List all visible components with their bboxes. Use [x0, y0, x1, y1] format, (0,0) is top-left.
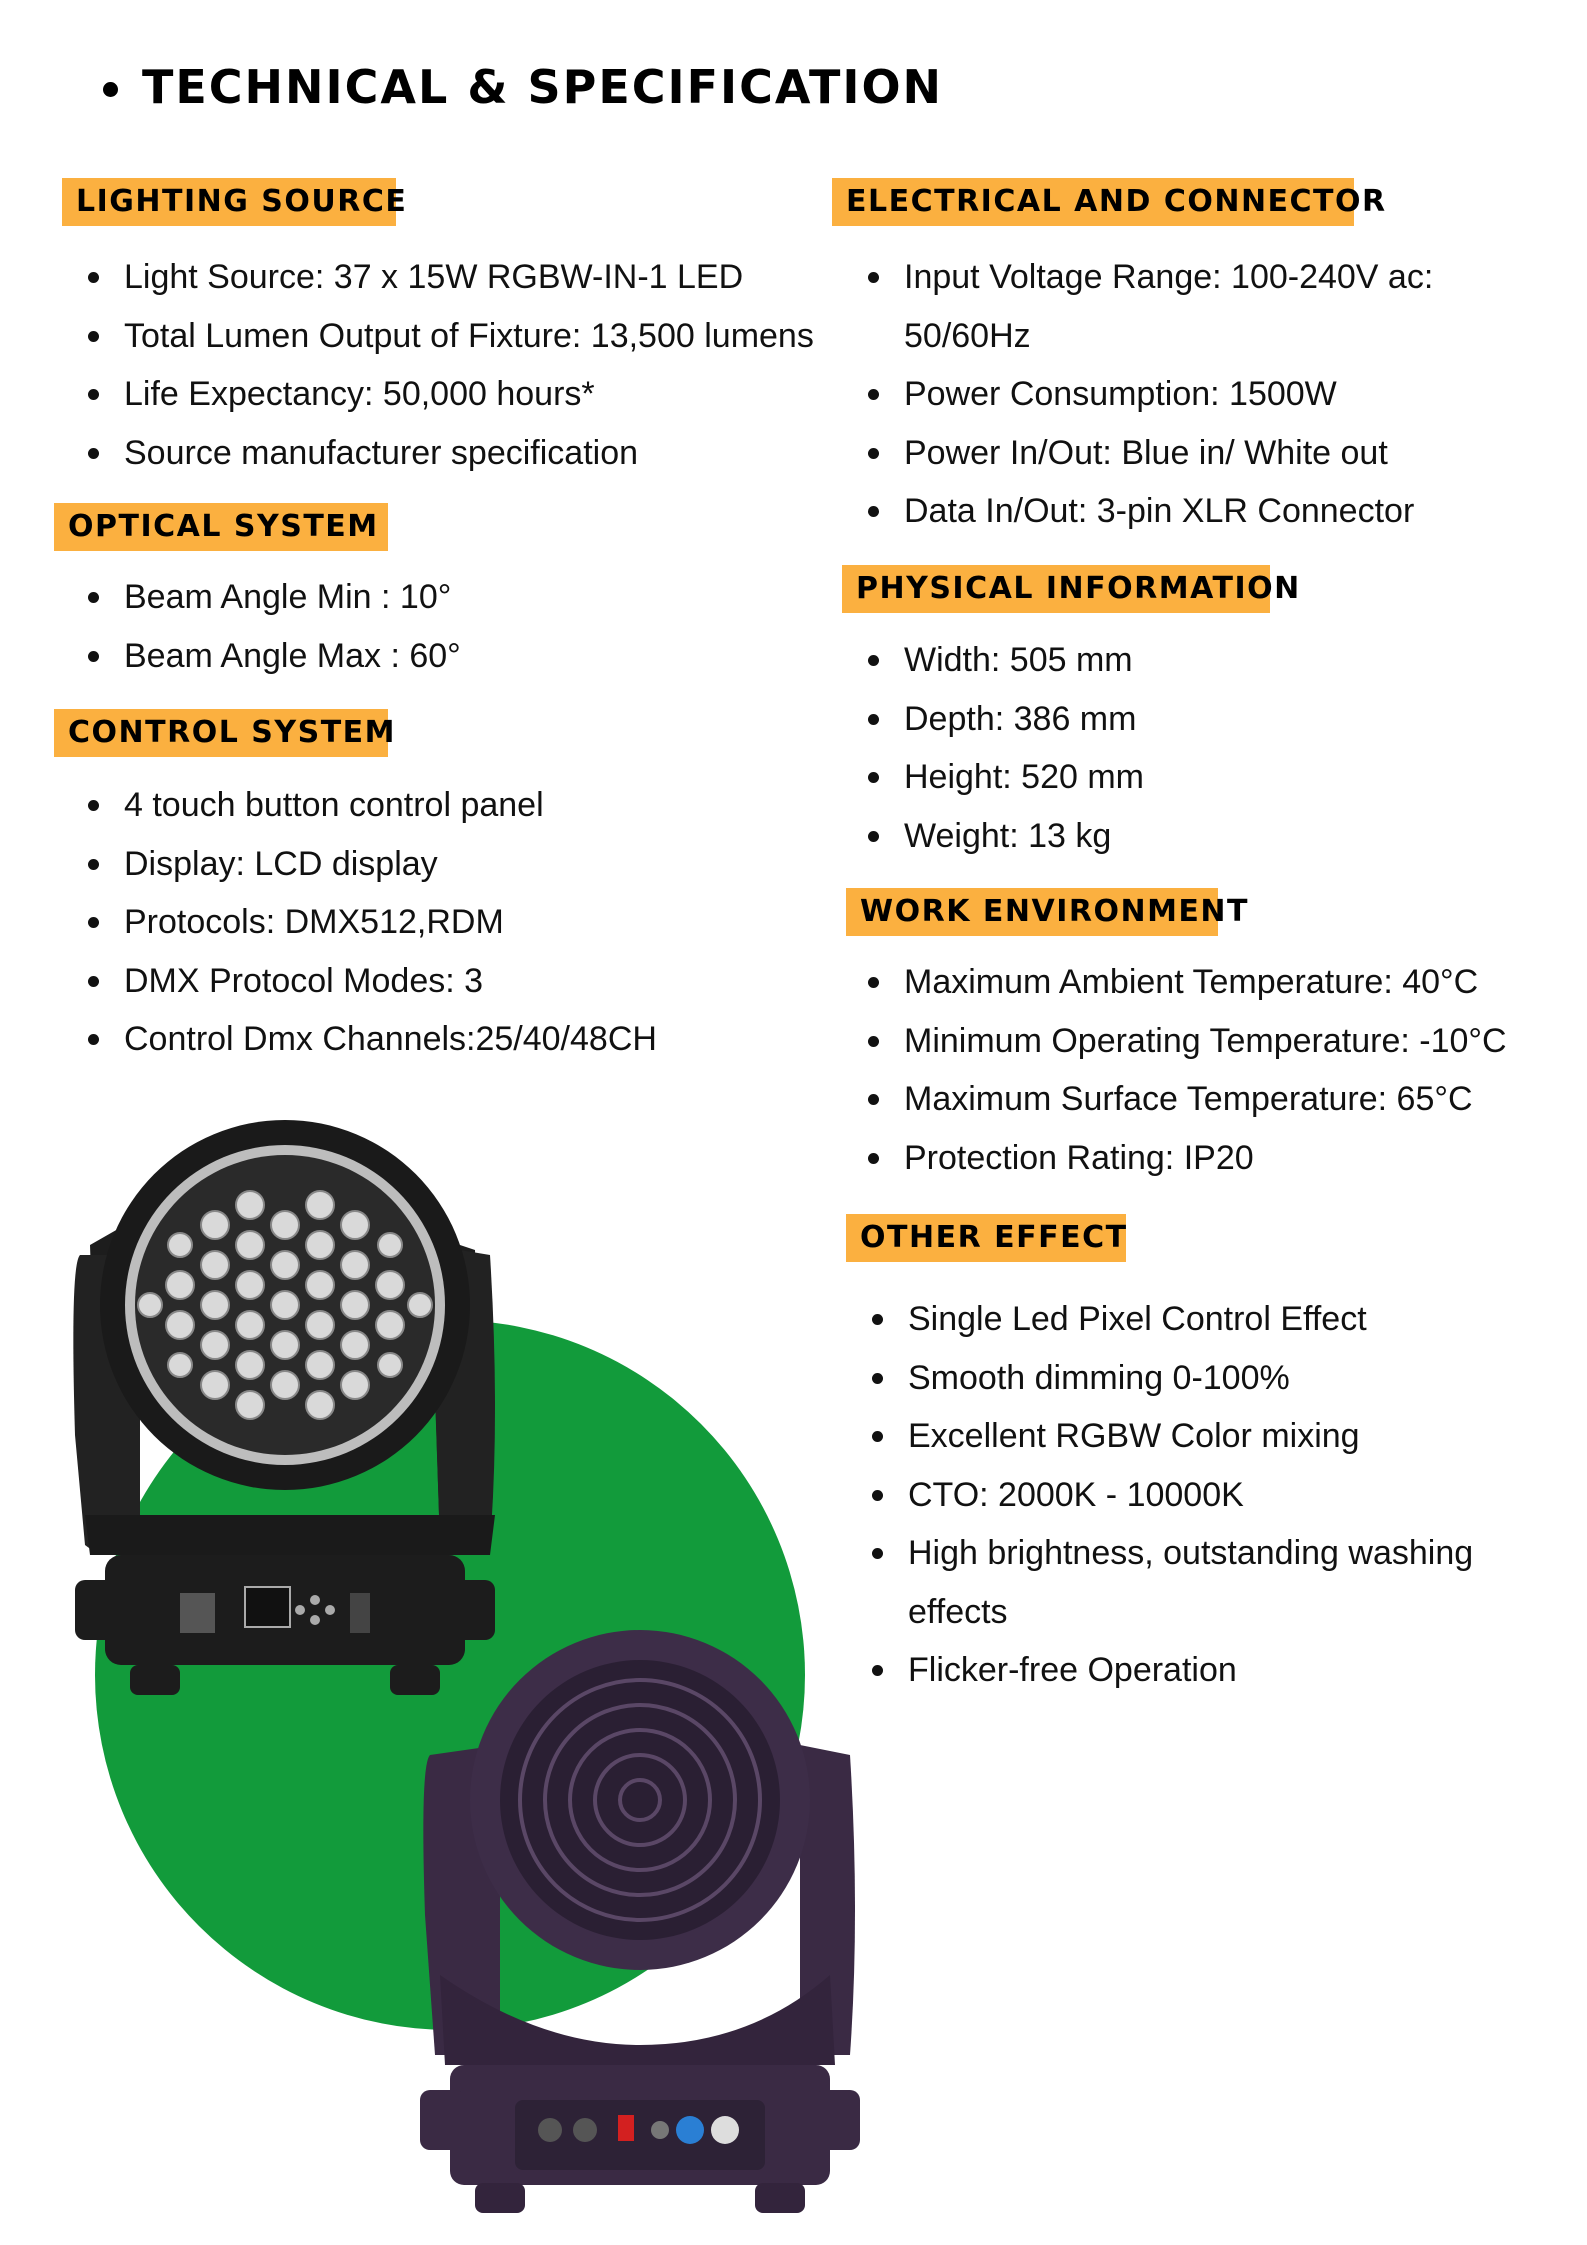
- optical-system-list: [88, 568, 461, 685]
- list-item: Smooth dimming 0-100%: [872, 1349, 1473, 1408]
- wrapped-line: Input Voltage Range: 100-240V ac:: [904, 258, 1434, 296]
- list-item-continuation: [868, 307, 1433, 366]
- optical-system-heading: OPTICAL SYSTEM: [54, 503, 388, 551]
- black-moving-head-image: [70, 1115, 500, 1705]
- wrapped-line: effects: [908, 1592, 1008, 1631]
- list-item: 4 touch button control panel: [88, 776, 657, 835]
- wrapped-line: 50/60Hz: [904, 316, 1031, 355]
- list-item: [868, 248, 1433, 307]
- lighting-source-heading: LIGHTING SOURCE: [62, 178, 396, 226]
- list-item: Protocols: DMX512,RDM: [88, 893, 657, 952]
- title-bullet: [103, 82, 118, 97]
- list-item: Source manufacturer specification: [88, 424, 814, 483]
- list-item: Single Led Pixel Control Effect: [872, 1290, 1473, 1349]
- other-effect-heading: OTHER EFFECT: [846, 1214, 1126, 1262]
- list-item-continuation: [872, 1583, 1473, 1642]
- list-item: Depth: 386 mm: [868, 690, 1144, 749]
- list-item: Data In/Out: 3-pin XLR Connector: [868, 482, 1433, 541]
- list-item: Flicker-free Operation: [872, 1641, 1473, 1700]
- work-environment-heading: WORK ENVIRONMENT: [846, 888, 1218, 936]
- wrapped-line: High brightness, outstanding washing: [908, 1534, 1474, 1572]
- list-item: Maximum Ambient Temperature: 40°C: [868, 953, 1507, 1012]
- list-item: Life Expectancy: 50,000 hours*: [88, 365, 814, 424]
- list-item: Total Lumen Output of Fixture: 13,500 lumens: [88, 307, 814, 366]
- list-item: CTO: 2000K - 10000K: [872, 1466, 1473, 1525]
- list-item: Protection Rating: IP20: [868, 1129, 1507, 1188]
- list-item: Height: 520 mm: [868, 748, 1144, 807]
- list-item: Power Consumption: 1500W: [868, 365, 1433, 424]
- list-item: Weight: 13 kg: [868, 807, 1144, 866]
- list-item: Control Dmx Channels:25/40/48CH: [88, 1010, 657, 1069]
- electrical-list: [868, 248, 1433, 541]
- list-item: [872, 1524, 1473, 1583]
- lighting-source-list: [88, 248, 814, 482]
- list-item: Light Source: 37 x 15W RGBW-IN-1 LED: [88, 248, 814, 307]
- physical-heading: PHYSICAL INFORMATION: [842, 565, 1270, 613]
- work-environment-list: [868, 953, 1507, 1187]
- list-item: Power In/Out: Blue in/ White out: [868, 424, 1433, 483]
- list-item: Beam Angle Min : 10°: [88, 568, 461, 627]
- list-item: Display: LCD display: [88, 835, 657, 894]
- control-system-list: [88, 776, 657, 1069]
- list-item: DMX Protocol Modes: 3: [88, 952, 657, 1011]
- list-item: Maximum Surface Temperature: 65°C: [868, 1070, 1507, 1129]
- list-item: Excellent RGBW Color mixing: [872, 1407, 1473, 1466]
- list-item: Width: 505 mm: [868, 631, 1144, 690]
- page-title: TECHNICAL & SPECIFICATION: [142, 60, 944, 114]
- list-item: Beam Angle Max : 60°: [88, 627, 461, 686]
- physical-list: [868, 631, 1144, 865]
- control-system-heading: CONTROL SYSTEM: [54, 709, 388, 757]
- purple-moving-head-image: [420, 1625, 860, 2225]
- electrical-heading: ELECTRICAL AND CONNECTOR: [832, 178, 1354, 226]
- list-item: Minimum Operating Temperature: -10°C: [868, 1012, 1507, 1071]
- other-effect-list: [872, 1290, 1473, 1700]
